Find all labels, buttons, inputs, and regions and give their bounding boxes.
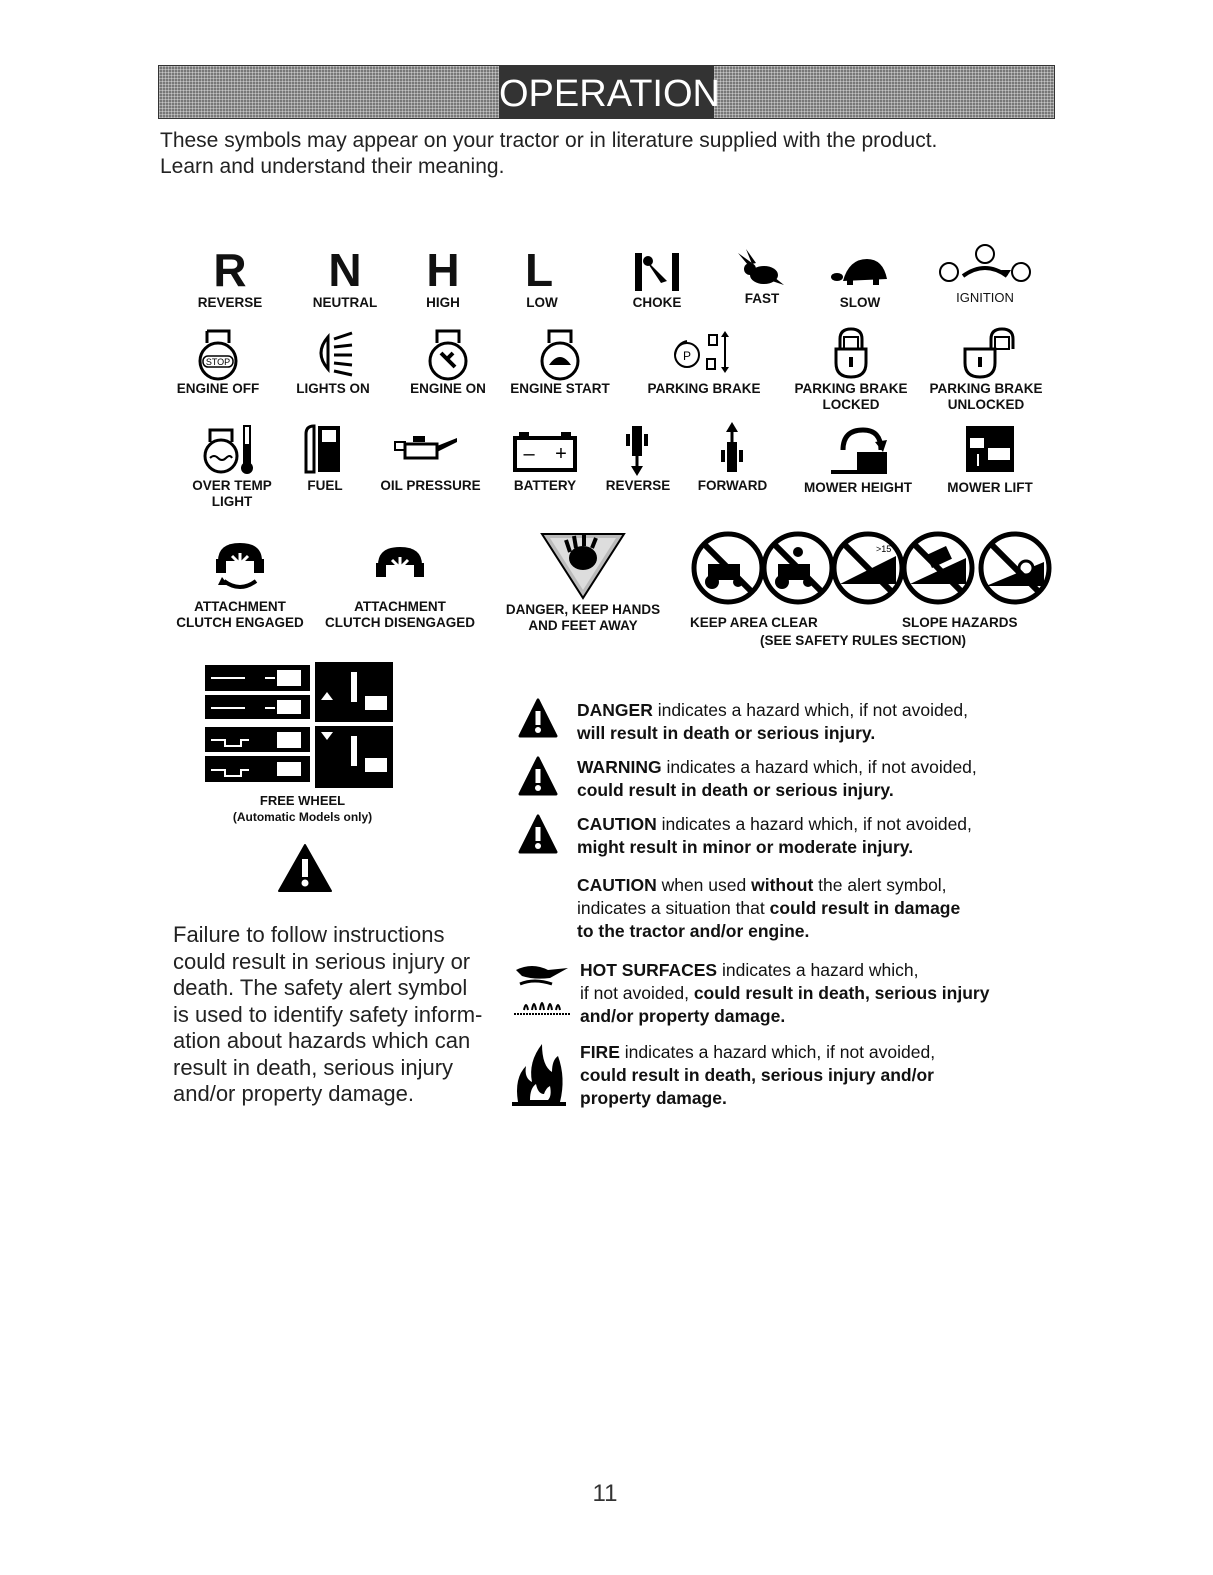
symbol-label: PARKING BRAKE xyxy=(929,381,1043,396)
keep-area-label xyxy=(690,614,850,632)
failure-line: death. The safety alert symbol xyxy=(173,975,468,1000)
danger-text: indicates a hazard which, if not avoided, xyxy=(652,700,969,720)
symbol-label: HIGH xyxy=(426,295,460,310)
clutch-engaged-icon xyxy=(210,535,270,599)
failure-line: is used to identify safety inform- xyxy=(173,1001,483,1027)
symbol-reverse xyxy=(185,245,275,311)
no-slope-downhill-icon xyxy=(904,534,972,602)
symbol-label-2: LOCKED xyxy=(822,397,880,412)
danger-alert-icon xyxy=(518,698,558,740)
battery-plus: + xyxy=(555,443,567,465)
lock-unlocked-icon xyxy=(951,325,1021,381)
section-banner xyxy=(158,65,1055,119)
free-wheel-icon xyxy=(205,662,393,788)
neutral-letter: N xyxy=(328,244,362,296)
failure-line: result in death, serious injury xyxy=(173,1054,454,1080)
caution-alert-icon xyxy=(518,814,558,856)
headlight-icon xyxy=(308,325,358,381)
caution-text: indicates a hazard which, if not avoided, xyxy=(656,814,972,834)
symbol-label: LOW xyxy=(526,295,558,310)
reverse-arrow-icon xyxy=(618,420,658,478)
hot-surface-icon xyxy=(512,958,572,1018)
symbol-label: ENGINE START xyxy=(510,381,610,396)
warning-consequence: could result in death or serious injury. xyxy=(577,780,894,800)
fire-line3: property damage. xyxy=(580,1088,727,1108)
caution2-line2: indicates a situation that xyxy=(577,898,770,918)
symbol-label: BATTERY xyxy=(513,478,577,493)
symbol-label: DANGER, KEEP HANDS xyxy=(505,602,661,617)
battery-minus: – xyxy=(523,443,535,465)
high-letter: H xyxy=(426,244,460,296)
free-wheel-label: FREE WHEEL xyxy=(259,793,346,808)
free-wheel-sublabel: (Automatic Models only) xyxy=(232,810,373,824)
symbol-over-temp xyxy=(182,420,282,510)
caution2-text-2: the alert symbol, xyxy=(813,875,947,895)
safety-alert-icon xyxy=(277,843,333,893)
failure-line: could result in serious injury or xyxy=(173,948,471,974)
symbol-label: CHOKE xyxy=(632,295,682,310)
symbol-label: REVERSE xyxy=(605,478,671,493)
symbol-clutch-disengaged xyxy=(320,535,480,631)
warning-word: WARNING xyxy=(577,757,662,777)
rabbit-icon xyxy=(732,245,792,291)
symbol-label: PARKING BRAKE xyxy=(794,381,908,396)
symbol-label: IGNITION xyxy=(956,290,1014,305)
intro-line-2: Learn and understand their meaning. xyxy=(160,155,505,178)
intro-line-1: These symbols may appear on your tractor or in literature supplied with the product. xyxy=(160,129,938,152)
symbol-fuel xyxy=(295,420,355,494)
danger-word: DANGER xyxy=(577,700,653,720)
symbol-label: ATTACHMENT xyxy=(354,599,446,614)
symbol-label: FORWARD xyxy=(697,478,768,493)
symbol-engine-off xyxy=(168,325,268,397)
symbol-battery xyxy=(505,420,585,494)
slope-label xyxy=(902,614,1022,632)
intro-text xyxy=(160,128,1060,180)
slope-tipping-icon xyxy=(981,534,1049,602)
symbol-label: OIL PRESSURE xyxy=(380,478,481,493)
banner-title-block xyxy=(499,66,720,118)
symbol-label-2: LIGHT xyxy=(211,494,253,509)
no-slope-sideways-icon xyxy=(834,534,902,602)
parking-brake-icon xyxy=(669,325,739,381)
symbol-parking-brake-unlocked xyxy=(925,325,1047,413)
symbol-parking-brake xyxy=(643,325,765,397)
symbol-label-2: CLUTCH ENGAGED xyxy=(176,615,304,630)
symbol-neutral xyxy=(300,245,390,311)
engine-on-icon xyxy=(423,325,473,381)
symbol-ignition xyxy=(935,240,1035,306)
symbol-label: FUEL xyxy=(307,478,343,493)
page-number: 11 xyxy=(592,1480,618,1507)
caution-consequence: might result in minor or moderate injury. xyxy=(577,837,914,857)
oil-can-icon xyxy=(391,420,471,478)
caution2-word: CAUTION xyxy=(577,875,657,895)
symbol-choke xyxy=(612,245,702,311)
low-letter: L xyxy=(525,244,554,296)
fire-consequence: could result in death, serious injury and/or xyxy=(580,1065,934,1085)
caution-definition xyxy=(577,813,1037,859)
warning-alert-icon xyxy=(518,756,558,798)
symbol-slow xyxy=(815,245,905,311)
failure-line: ation about hazards which can xyxy=(173,1028,471,1053)
failure-line: Failure to follow instructions xyxy=(173,922,445,947)
symbol-high xyxy=(398,245,488,311)
symbol-engine-on xyxy=(398,325,498,397)
symbol-keep-hands xyxy=(498,530,668,634)
symbol-lights-on xyxy=(283,325,383,397)
reverse-letter: R xyxy=(213,244,247,296)
prohibition-icons xyxy=(690,528,1055,608)
symbol-forward xyxy=(690,420,775,494)
symbol-label: MOWER HEIGHT xyxy=(804,480,912,495)
symbol-label: MOWER LIFT xyxy=(947,480,1033,495)
symbol-label-2: AND FEET AWAY xyxy=(528,618,638,633)
turtle-icon xyxy=(825,245,895,295)
symbol-label: KEEP AREA CLEAR xyxy=(690,615,818,630)
choke-icon xyxy=(629,245,685,295)
symbol-label: PARKING BRAKE xyxy=(647,381,761,396)
no-passengers-icon xyxy=(694,534,762,602)
engine-start-icon xyxy=(535,325,585,381)
stop-text: STOP xyxy=(205,357,231,367)
engine-off-icon xyxy=(193,325,243,381)
fire-icon xyxy=(508,1038,570,1108)
failure-line: and/or property damage. xyxy=(173,1081,414,1106)
hot-text: indicates a hazard which, xyxy=(717,960,919,980)
symbol-fast xyxy=(717,245,807,307)
forward-arrow-icon xyxy=(713,420,753,478)
battery-icon xyxy=(509,420,581,478)
fire-text: indicates a hazard which, if not avoided, xyxy=(619,1042,936,1062)
symbol-oil-pressure xyxy=(368,420,493,494)
symbol-label: ENGINE OFF xyxy=(176,381,260,396)
no-children-icon xyxy=(764,534,832,602)
caution-word: CAUTION xyxy=(577,814,657,834)
symbol-label: REVERSE xyxy=(197,295,263,310)
symbol-reverse-dir xyxy=(598,420,678,494)
symbol-label-2: CLUTCH DISENGAGED xyxy=(324,615,475,630)
over-temp-icon xyxy=(202,420,262,478)
danger-definition xyxy=(577,699,1037,745)
hot-surfaces-definition xyxy=(580,959,1040,1028)
hot-word: HOT SURFACES xyxy=(580,960,718,980)
see-safety-label xyxy=(760,632,1000,650)
symbol-label: SLOPE HAZARDS xyxy=(902,615,1018,630)
hand-hazard-icon xyxy=(538,530,628,602)
symbol-parking-brake-locked xyxy=(790,325,912,413)
symbol-low xyxy=(497,245,587,311)
danger-consequence: will result in death or serious injury. xyxy=(577,723,876,743)
caution2-text: when used xyxy=(656,875,752,895)
slope-angle: >15 xyxy=(876,544,892,554)
see-safety-text: (SEE SAFETY RULES SECTION) xyxy=(760,633,967,648)
free-wheel-caption xyxy=(175,792,430,826)
fire-definition xyxy=(580,1041,1040,1110)
symbol-mower-lift xyxy=(935,420,1045,496)
mower-lift-icon xyxy=(960,420,1020,480)
p-text: P xyxy=(682,349,692,363)
symbol-label: ENGINE ON xyxy=(410,381,486,396)
symbol-label: ATTACHMENT xyxy=(194,599,286,614)
symbol-label: OVER TEMP xyxy=(192,478,272,493)
fuel-icon xyxy=(300,420,350,478)
symbol-label: SLOW xyxy=(839,295,881,310)
warning-text: indicates a hazard which, if not avoided, xyxy=(661,757,977,777)
symbol-label: FAST xyxy=(744,291,780,306)
symbol-label: LIGHTS ON xyxy=(296,381,370,396)
hot-consequence: could result in death, serious injury xyxy=(693,983,990,1003)
symbol-label: NEUTRAL xyxy=(312,295,378,310)
symbol-label-2: UNLOCKED xyxy=(947,397,1025,412)
caution2-line3: to the tractor and/or engine. xyxy=(577,921,810,941)
caution-no-symbol-definition xyxy=(577,874,1037,943)
failure-paragraph xyxy=(173,922,503,1108)
page-title: OPERATION xyxy=(499,73,720,115)
caution2-without: without xyxy=(751,875,814,895)
ignition-icon xyxy=(935,240,1035,290)
hot-line3: and/or property damage. xyxy=(580,1006,786,1026)
symbol-mower-height xyxy=(798,420,918,496)
caution2-consequence: could result in damage xyxy=(769,898,961,918)
symbol-engine-start xyxy=(505,325,615,397)
clutch-disengaged-icon xyxy=(370,535,430,599)
mower-height-icon xyxy=(823,420,893,480)
lock-locked-icon xyxy=(826,325,876,381)
symbol-clutch-engaged xyxy=(170,535,310,631)
warning-definition xyxy=(577,756,1037,802)
fire-word: FIRE xyxy=(580,1042,620,1062)
hot-line2: if not avoided, xyxy=(580,983,694,1003)
